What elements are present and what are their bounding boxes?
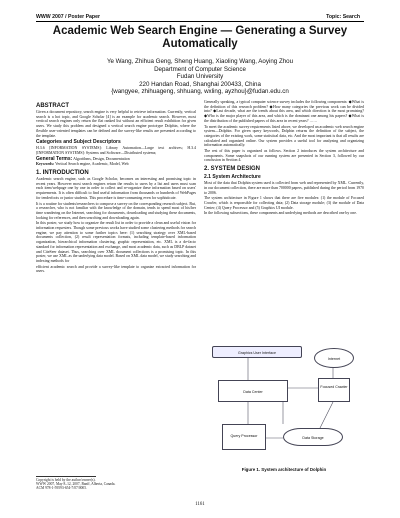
- gui-box: Graphics User Interface: [212, 346, 302, 358]
- architecture-figure: [208, 344, 358, 464]
- data-center-box: Data Center: [218, 380, 288, 402]
- intro-paragraph-3: In this poster, we study how to organize the result list in order to provide a clean and useful vision for information requesters. Though some previous works have studied some clustering methods for search engine, we pay attention to some further topics here: (1) searching strategy over XML-based documents collection, (2) result representation formats, including template-based information organization, hierarchical information clustering, graphic representation, etc. XML is a de-facto standard for information representation and exchange, and most academic data, such as DBLP dataset and CiteSeer dataset. Thus, searching over XML document collections is a promising topic. In this poster, we use XML as the underlying data model. Based on XML data model, we study searching and indexing methods for: [36, 221, 196, 263]
- department: Department of Computer Science: [154, 65, 246, 73]
- categories-text: H.3.6 [INFORMATION SYSTEMS]: Library Automation—Large text archives; H.3.4 [INFORMATION SYSTEMS]: Systems and Software—Distributed systems;: [36, 146, 196, 155]
- intro-paragraph-1: Academic search engine, such as Google Scholar, becomes an interesting and promising topic in recent years. However most search engines return the results to users by a list and users must scan each item/webpage one by one in order to collect and re-organize these information based on users' requirements. It is often difficult to find useful information from thousands or hundreds of WebPages for tenderfoots or junior students. This procedure is time-consuming even for sophisticate.: [36, 177, 196, 200]
- organization-paragraph: The rest of this paper is organized as follows. Section 2 introduces the system architecture and components. Some snapshots of our running system are presented in Section 3, followed by our conclusion in Section 4.: [204, 149, 364, 163]
- general-terms: [36, 157, 196, 162]
- survey-components-paragraph: Generally speaking, a typical computer science survey includes the following components: ◆What is the definition of this research problem? ◆How many categories the previous work can be divided into? ◆Last decade, what are the trends about this area, and which direction is the most promising? ◆Who is the major player of this area, and which is the dominant one among his papers? ◆What is the distribution of the published papers of this area in recent years? ……: [204, 100, 364, 123]
- intro-paragraph-2: It is a routine for students/researchers to compose a survey on the corresponding research subject. But, a researcher, who is not familiar with the knowledge of the domain, tends to spend most of his/her time wandering on the Internet, searching for documents, downloading and studying these documents, looking for references, and then searching and downloading again.: [36, 201, 196, 220]
- footnote-rule: [36, 476, 96, 477]
- right-column: [204, 100, 364, 217]
- keywords-label: Keywords:: [36, 162, 55, 167]
- header-right: Topic: Search: [326, 14, 360, 20]
- author-block: [36, 58, 364, 96]
- internet-cloud: Internet: [314, 348, 354, 368]
- header-left: WWW 2007 / Poster Paper: [36, 14, 100, 20]
- subsections-paragraph: In the following subsections, these components and underlying methods are described one by one.: [204, 211, 357, 216]
- intro-paragraph-4: efficient academic search and provide a survey-like template to organize extracted information for users.: [36, 264, 196, 274]
- emails: {wangyee, zhihuageng, shhuang, wxling, ayzhou}@fudan.edu.cn: [111, 88, 289, 96]
- architecture-heading: 2.1 System Architecture: [204, 174, 261, 181]
- modules-paragraph: The system architecture in Figure 1 shows that there are five modules: (1) the module of Focused Crawler, which is responsible for collecting data; (2) Data storage module; (3) the module of Data Center; (4) Query Processor and (5) Graphics UI module.: [204, 196, 364, 210]
- data-storage-box: Data Storage: [283, 428, 343, 446]
- university: Fudan University: [176, 73, 224, 81]
- keywords: [36, 162, 196, 167]
- system-design-heading: 2. SYSTEM DESIGN: [204, 166, 261, 173]
- categories-heading: Categories and Subject Descriptors: [36, 139, 121, 146]
- page-number: 1161: [195, 502, 205, 507]
- header-rule: [36, 21, 364, 22]
- data-paragraph: Most of the data that Dolphin system used is collected from web and represented by XML. Currently, in our document collection, there are more than 700000 papers, published during the period from 1970 to 2006.: [204, 181, 364, 195]
- copyright-line-2: WWW 2007, May 8–12, 2007, Banff, Alberta, Canada.: [36, 482, 116, 487]
- abstract-text: Given a document repository, search engine is very helpful to retrieve information. Currently, vertical search is a hot topic, and Google Scholar [4] is an example for academic search. However, most vertical search engines only return the flat ranked list without an efficient result exhibition for given users. We study this problem and designed a vertical search engine prototype Dolphin, where the flexible user-oriented templates can be defined and the survey-like results are presented according to the template.: [36, 110, 196, 138]
- author-names: Ye Wang, Zhihua Geng, Sheng Huang, Xiaoling Wang, Aoying Zhou: [106, 58, 294, 65]
- abstract-heading: ABSTRACT: [36, 103, 69, 109]
- general-terms-label: General Terms:: [36, 155, 73, 162]
- left-column: [36, 100, 196, 275]
- crawler-box: Focused Crawler: [318, 378, 350, 402]
- copyright-line-3: ACM 978-1-59593-654-7/07/0005.: [36, 486, 87, 491]
- copyright-block: [36, 478, 196, 491]
- address: 220 Handan Road, Shanghai 200433, China: [139, 80, 261, 88]
- intro-heading: 1. INTRODUCTION: [36, 170, 89, 177]
- paper-title: Academic Web Search Engine — Generating a Survey Automatically: [52, 25, 348, 50]
- general-terms-value: Algorithms, Design, Documentation: [73, 156, 130, 161]
- query-processor-box: Query Processor: [222, 424, 266, 450]
- keywords-value: Vertical Search engine, Academic, Model, Web: [55, 162, 129, 167]
- figure-caption: Figure 1. System architecture of Dolphin: [241, 467, 327, 472]
- copyright-line-1: Copyright is held by the author/owner(s).: [36, 478, 96, 482]
- dolphin-paragraph: To meet the academic survey requirements listed above, we developed an academic web search engine system—Dolphin. For given query keywords, Dolphin returns the definition of the subject, the categories of the existing work, some statistical data, etc. And the most important is that all results are calculated and organized online. Our system provides a useful tool for analyzing and organizing information automatically.: [204, 124, 364, 148]
